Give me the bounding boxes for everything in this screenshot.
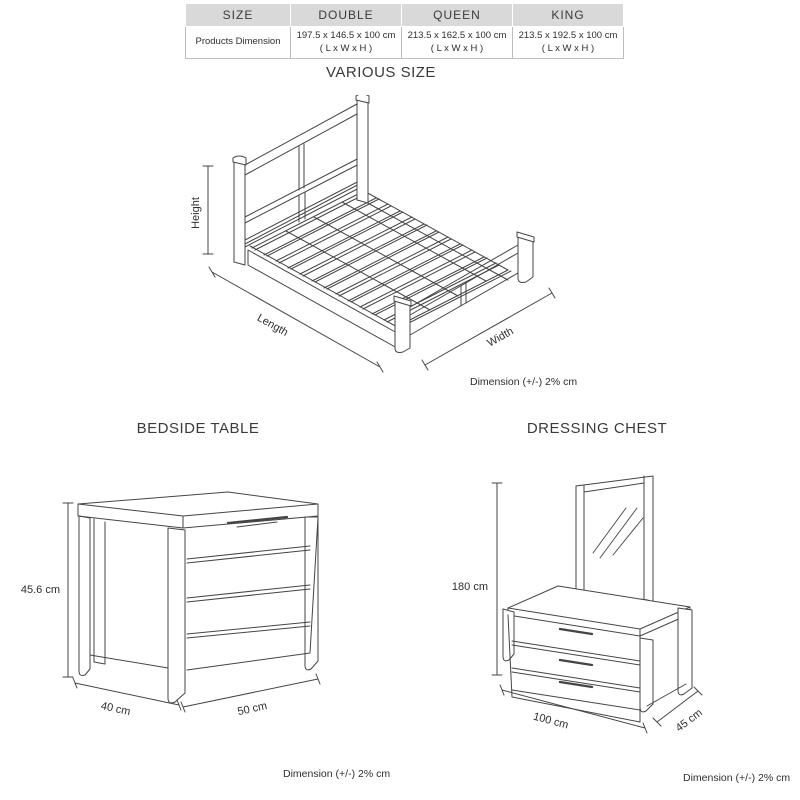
chest-height-label: 180 cm <box>451 581 488 593</box>
bedside-table-drawing <box>15 465 365 730</box>
bed-width-label: Width <box>485 325 516 350</box>
chest-width-dimension <box>500 685 647 733</box>
chest-tolerance-note: Dimension (+/-) 2% cm <box>683 772 791 784</box>
cell-king <box>513 27 624 59</box>
dressing-chest-title: DRESSING CHEST <box>526 420 668 437</box>
queen-dimensions: 213.5 x 162.5 x 100 cm <box>407 29 507 41</box>
header-queen: QUEEN <box>402 4 513 27</box>
header-king: KING <box>513 4 624 27</box>
bedside-legs <box>79 516 318 676</box>
various-size-title: VARIOUS SIZE <box>326 64 436 81</box>
double-dimensions: 197.5 x 146.5 x 100 cm <box>296 29 396 41</box>
king-lwh: ( L x W x H ) <box>541 42 595 54</box>
chest-width-label: 100 cm <box>531 710 570 732</box>
size-table <box>185 3 624 59</box>
bedside-height-label: 45.6 cm <box>20 584 60 596</box>
bedside-height-dimension <box>63 503 73 677</box>
chest-mirror <box>576 476 653 606</box>
bed-length-label: Length <box>254 311 291 339</box>
bedside-tolerance-note: Dimension (+/-) 2% cm <box>283 768 391 780</box>
size-table-data-row <box>186 27 624 59</box>
bed-height-label: Height <box>190 197 202 229</box>
bed-tolerance-note: Dimension (+/-) 2% cm <box>470 376 578 388</box>
size-table-header-row <box>186 4 624 27</box>
chest-height-dimension <box>492 483 502 675</box>
king-dimensions: 213.5 x 192.5 x 100 cm <box>518 29 618 41</box>
chest-depth-label: 45 cm <box>673 706 705 735</box>
dressing-chest-drawing <box>440 460 760 760</box>
queen-lwh: ( L x W x H ) <box>430 42 484 54</box>
bedside-depth-label: 40 cm <box>99 700 132 719</box>
bedside-table-title: BEDSIDE TABLE <box>136 420 260 437</box>
bed-far-rail <box>364 191 508 280</box>
cell-queen <box>402 27 513 59</box>
row-label-products-dimension: Products Dimension <box>186 27 291 59</box>
cell-double <box>291 27 402 59</box>
bed-width-dimension <box>422 288 555 370</box>
header-double: DOUBLE <box>291 4 402 27</box>
bedside-body <box>90 528 185 703</box>
bedside-width-label: 50 cm <box>236 700 269 719</box>
chest-drawers <box>508 615 640 722</box>
chest-top <box>508 586 690 636</box>
bed-isometric-drawing <box>180 95 600 395</box>
bedside-drawers <box>187 517 318 670</box>
header-size: SIZE <box>186 4 291 27</box>
double-lwh: ( L x W x H ) <box>319 42 373 54</box>
bedside-top <box>78 492 318 528</box>
bed-height-dimension <box>203 166 213 254</box>
